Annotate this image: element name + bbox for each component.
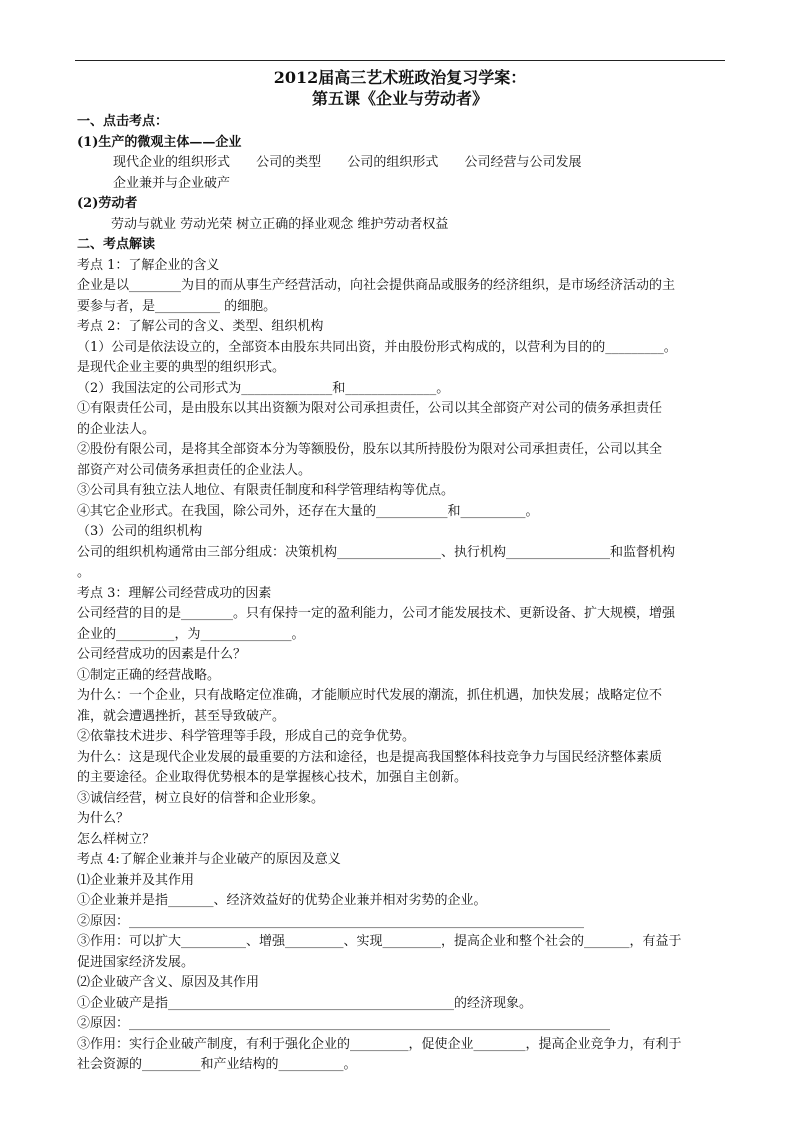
- text-line: 企业是以________为目的而从事生产经营活动，向社会提供商品或服务的经济组织，是市场经济活动的主: [77, 278, 676, 293]
- text-line: 准，就会遭遇挫折，甚至导致破产。: [77, 708, 286, 724]
- text-line: 企业的_________，为______________。: [77, 626, 305, 642]
- topic-item: 公司的组织形式: [347, 155, 439, 170]
- text-line: （3）公司的组织机构: [77, 524, 203, 539]
- topic-list: 劳动与就业 劳动光荣 树立正确的择业观念 维护劳动者权益: [111, 216, 449, 232]
- text-line: 怎么样树立？: [77, 831, 156, 847]
- text-line: 考点 3：理解公司经营成功的因素: [77, 585, 272, 601]
- topic-list: [77, 153, 725, 174]
- text-line: 为什么：一个企业，只有战略定位准确，才能顺应时代发展的潮流，抓住机遇，加快发展；战略定位不: [77, 688, 663, 703]
- text-line: ②原因：______________________________________________________________________: [77, 913, 585, 929]
- topic-list: [77, 174, 725, 195]
- document-body: [77, 112, 725, 1076]
- text-line: ②依靠技术进步、科学管理等手段，形成自己的竞争优势。: [77, 729, 416, 744]
- text-line: ③作用：实行企业破产制度，有利于强化企业的_________，促使企业________，提高企业竞争力，有利于: [77, 1036, 682, 1052]
- text-line: 公司经营成功的因素是什么？: [77, 647, 247, 662]
- text-line: ⑴企业兼并及其作用: [77, 872, 195, 888]
- text-line: 公司经营的目的是________。只有保持一定的盈利能力，公司才能发展技术、更新设备、扩大规模，增强: [77, 606, 676, 621]
- section-heading: 一、点击考点：: [77, 114, 169, 129]
- text-line: 社会资源的_________和产业结构的__________。: [77, 1057, 357, 1072]
- text-line: ①企业兼并是指_______、经济效益好的优势企业兼并相对劣势的企业。: [77, 893, 487, 908]
- text-line: （2）我国法定的公司形式为______________和______________。: [77, 380, 450, 396]
- text-line: 是现代企业主要的典型的组织形式。: [77, 360, 286, 375]
- text-line: 。: [77, 565, 91, 580]
- text-line: 考点 1：了解企业的含义: [77, 257, 220, 273]
- text-line: 部资产对公司债务承担责任的企业法人。: [77, 462, 312, 478]
- text-line: ③诚信经营，树立良好的信誉和企业形象。: [77, 790, 325, 806]
- text-line: ②股份有限公司，是将其全部资本分为等额股份，股东以其所持股份为限对公司承担责任，公司以其全: [77, 442, 663, 457]
- document-title: 2012届高三艺术班政治复习学案：: [273, 68, 527, 87]
- text-line: ⑵企业破产含义、原因及其作用: [77, 975, 260, 990]
- text-line: ①制定正确的经营战略。: [77, 667, 221, 683]
- text-line: 考点 2：了解公司的含义、类型、组织机构: [77, 319, 324, 334]
- text-line: 要参与者，是__________ 的细胞。: [77, 298, 277, 314]
- text-line: 的企业法人。: [77, 421, 156, 437]
- text-line: 促进国家经济发展。: [77, 954, 195, 970]
- text-line: 公司的组织机构通常由三部分组成：决策机构________________、执行机构________________和监督机构: [77, 544, 676, 560]
- header-rule: [75, 60, 725, 61]
- text-line: 考点 4:了解企业兼并与企业破产的原因及意义: [77, 852, 341, 867]
- text-line: ①有限责任公司，是由股东以其出资额为限对公司承担责任，公司以其全部资产对公司的债务承担责任: [77, 401, 663, 416]
- text-line: ①企业破产是指____________________________________________的经济现象。: [77, 995, 533, 1011]
- section-heading: 二、考点解读: [77, 237, 156, 252]
- topic-item: 企业兼并与企业破产: [113, 175, 231, 191]
- lesson-title: 第五课《企业与劳动者》: [311, 89, 488, 108]
- subsection-heading: (1)生产的微观主体——企业: [77, 134, 242, 150]
- text-line: ③作用：可以扩大__________、增强_________、实现_________，提高企业和整个社会的_______，有益于: [77, 934, 682, 949]
- text-line: 为什么：这是现代企业发展的最重要的方法和途径，也是提高我国整体科技竞争力与国民经济整体素质: [77, 749, 663, 765]
- topic-item: 公司经营与公司发展: [464, 155, 582, 170]
- subsection-heading: (2)劳动者: [77, 196, 138, 211]
- topic-item: 现代企业的组织形式: [113, 155, 231, 170]
- text-line: 为什么？: [77, 811, 130, 826]
- text-line: ④其它企业形式。在我国，除公司外，还存在大量的___________和__________。: [77, 503, 539, 519]
- text-line: ③公司具有独立法人地位、有限责任制度和科学管理结构等优点。: [77, 483, 455, 498]
- text-line: ②原因：__________________________________________________________________________: [77, 1016, 611, 1031]
- text-line: 的主要途径。企业取得优势根本的是掌握核心技术，加强自主创新。: [77, 770, 468, 785]
- topic-item: 公司的类型: [256, 155, 322, 170]
- text-line: （1）公司是依法设立的，全部资本由股东共同出资，并由股份形式构成的，以营利为目的的_________。: [77, 339, 677, 355]
